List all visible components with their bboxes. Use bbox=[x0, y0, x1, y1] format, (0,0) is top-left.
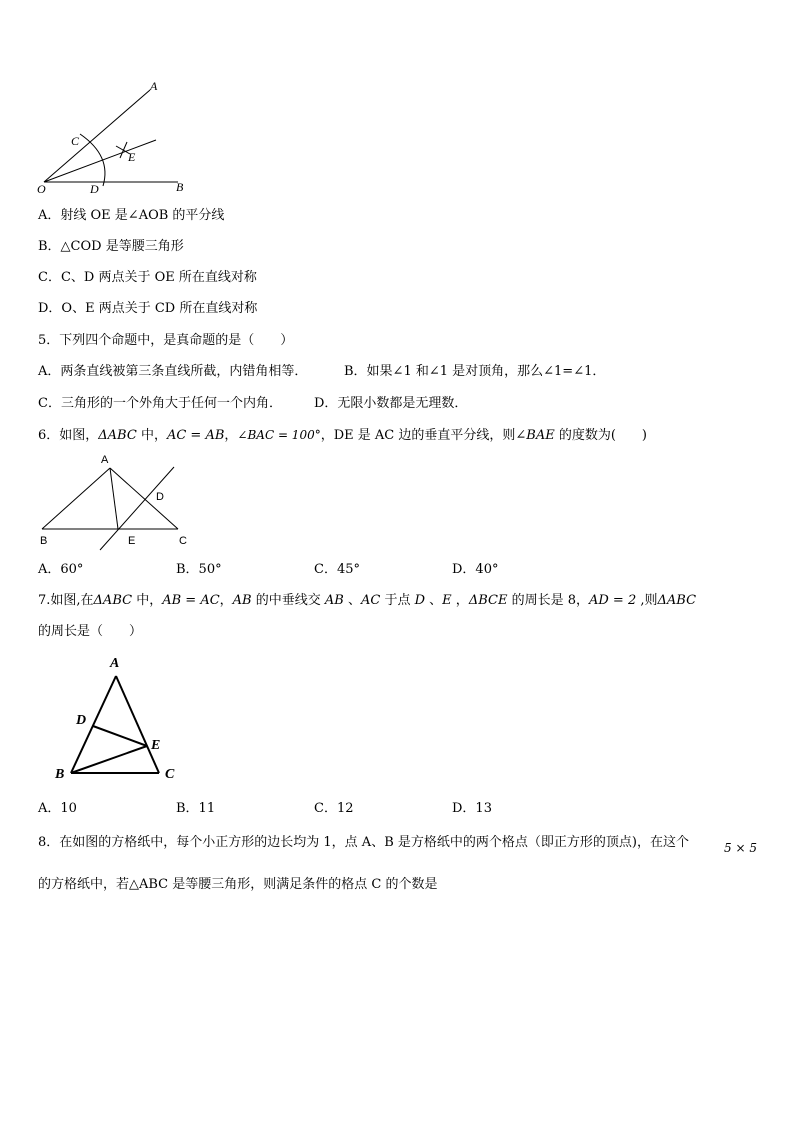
q6-stem-angle: ∠BAE bbox=[515, 428, 555, 443]
q6-option-c: C．45° bbox=[314, 562, 360, 577]
q7-stem-ab2: AB bbox=[324, 593, 344, 608]
fig1-label-b: B bbox=[176, 180, 184, 194]
q5-option-b: B．如果∠1 和∠1 是对顶角，那么∠1=∠1． bbox=[344, 364, 606, 379]
ray-oe bbox=[44, 140, 156, 182]
q7-stem-line2: 的周长是（ ） bbox=[38, 624, 143, 639]
q7-stem-ad: AD = 2 bbox=[588, 593, 637, 608]
fig7-label-a: A bbox=[110, 656, 120, 671]
q7-stem-eq1: AB = AC bbox=[162, 593, 220, 608]
q6-stem-text-4: ，DE 是 AC 边的垂直平分线，则 bbox=[320, 428, 516, 443]
fig7-segment-de bbox=[93, 726, 147, 746]
q7-stem-text-10: ,则 bbox=[636, 593, 658, 608]
fig7-label-c: C bbox=[165, 767, 175, 782]
q4-option-b: B．△COD 是等腰三角形 bbox=[38, 239, 184, 254]
q7-stem-text-5: 、 bbox=[343, 593, 361, 608]
fig7-segment-be bbox=[71, 746, 147, 773]
q7-option-c: C．12 bbox=[314, 801, 354, 816]
q4-option-c: C．C、D 两点关于 OE 所在直线对称 bbox=[38, 270, 257, 285]
q5-option-d: D．无限小数都是无理数． bbox=[314, 396, 468, 411]
q7-stem-text-6: 于点 bbox=[380, 593, 415, 608]
q6-stem-text-2: 中， bbox=[136, 428, 167, 443]
q7-stem-triangle: ΔABC bbox=[93, 593, 133, 608]
fig6-segment-ae bbox=[110, 468, 118, 529]
q7-stem-text-9: 的周长是 8， bbox=[507, 593, 589, 608]
fig6-label-b: B bbox=[40, 535, 48, 547]
q6-stem bbox=[38, 426, 647, 445]
q5-stem: 5．下列四个命题中，是真命题的是（ ） bbox=[38, 333, 294, 348]
q7-option-a: A．10 bbox=[38, 801, 77, 816]
q7-stem bbox=[38, 592, 696, 610]
fig6-label-e: E bbox=[128, 535, 136, 547]
q4-option-d: D．O、E 两点关于 CD 所在直线对称 bbox=[38, 301, 258, 316]
fig7-label-b: B bbox=[55, 767, 65, 782]
fig1-label-d: D bbox=[90, 182, 99, 196]
q7-option-b: B．11 bbox=[176, 801, 216, 816]
q5-option-c: C．三角形的一个外角大于任何一个内角． bbox=[38, 396, 282, 411]
q8-stem-line2: 的方格纸中，若△ABC 是等腰三角形，则满足条件的格点 C 的个数是 bbox=[38, 877, 438, 892]
q7-stem-text-1: 7.如图,在 bbox=[38, 593, 94, 608]
fig6-label-a: A bbox=[101, 454, 109, 466]
fig7-label-e: E bbox=[151, 738, 161, 753]
q7-stem-e: E bbox=[442, 593, 452, 608]
q8-grid-size: 5 × 5 bbox=[724, 841, 757, 855]
q6-option-a: A．60° bbox=[38, 562, 84, 577]
fig7-label-d: D bbox=[76, 713, 87, 728]
fig6-bisector-de bbox=[100, 467, 174, 550]
q4-option-a: A．射线 OE 是∠AOB 的平分线 bbox=[38, 208, 225, 223]
q6-stem-text-5: 的度数为( ) bbox=[554, 428, 647, 443]
fig6-label-c: C bbox=[179, 535, 187, 547]
fig1-label-a: A bbox=[150, 79, 158, 93]
q7-stem-ac: AC bbox=[360, 593, 381, 608]
q7-stem-ab: AB bbox=[232, 593, 252, 608]
arc-e-2 bbox=[120, 142, 127, 158]
fig6-side-ac bbox=[110, 468, 178, 529]
arc-cd bbox=[80, 134, 105, 186]
q7-stem-text-4: 的中垂线交 bbox=[251, 593, 325, 608]
q7-stem-text-3: ， bbox=[219, 593, 233, 608]
q6-stem-text-3: ， bbox=[224, 428, 238, 443]
q7-option-d: D．13 bbox=[452, 801, 492, 816]
q8-stem-line1: 8．在如图的方格纸中，每个小正方形的边长均为 1，点 A、B 是方格纸中的两个格点（即正方形的顶点)，在这个 bbox=[38, 835, 689, 850]
fig6-label-d: D bbox=[156, 491, 164, 503]
q6-option-b: B．50° bbox=[176, 562, 222, 577]
fig6-side-ab bbox=[42, 468, 110, 529]
q7-stem-d: D bbox=[414, 593, 426, 608]
ray-oa bbox=[44, 90, 150, 182]
q6-stem-eq1: AC = AB bbox=[166, 428, 225, 443]
q7-stem-text-2: 中， bbox=[132, 593, 163, 608]
q6-stem-eq2: ∠BAC = 100° bbox=[237, 428, 321, 442]
q7-stem-text-8: ， bbox=[451, 593, 469, 608]
q7-stem-bce: ΔBCE bbox=[468, 593, 508, 608]
q7-stem-abc: ΔABC bbox=[657, 593, 697, 608]
q6-option-d: D．40° bbox=[452, 562, 499, 577]
fig1-label-o: O bbox=[37, 182, 46, 196]
q6-stem-text-1: 6．如图， bbox=[38, 428, 99, 443]
fig1-label-c: C bbox=[71, 134, 80, 148]
q7-stem-text-7: 、 bbox=[425, 593, 443, 608]
fig1-label-e: E bbox=[128, 150, 136, 164]
q6-stem-triangle: ΔABC bbox=[98, 428, 137, 443]
q5-option-a: A．两条直线被第三条直线所截，内错角相等． bbox=[38, 364, 308, 379]
fig7-side-ac bbox=[116, 676, 159, 773]
